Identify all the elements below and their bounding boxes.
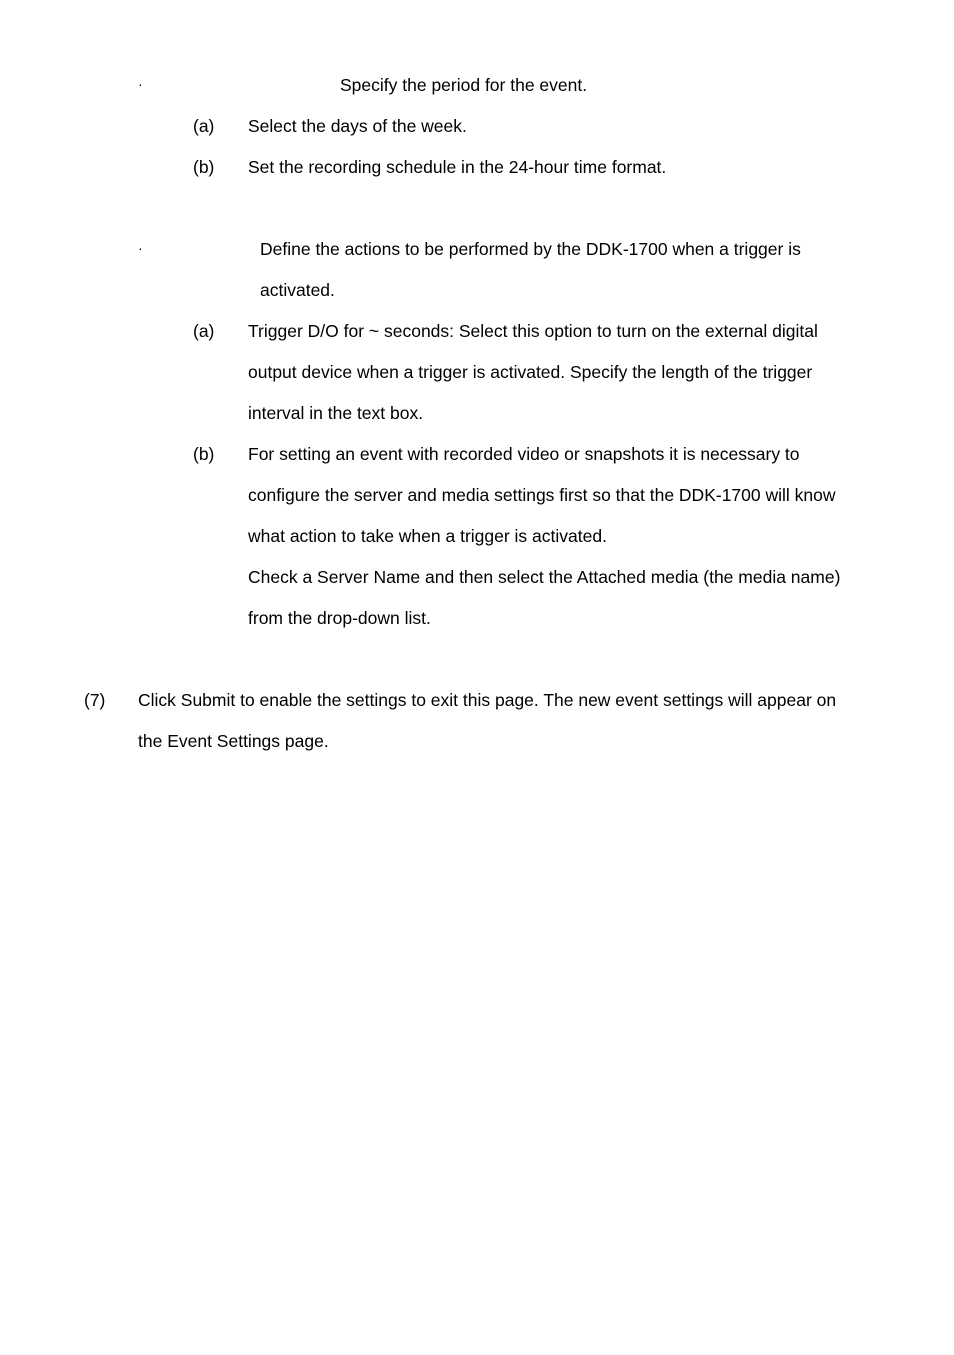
action-item-b-line-5: from the drop-down list. <box>248 608 431 628</box>
action-item-b-line-4: Check a Server Name and then select the Attached media (the media name) <box>248 567 841 587</box>
period-intro: Specify the period for the event. <box>340 75 588 95</box>
action-item-b-line-2: configure the server and media settings first so that the DDK-1700 will know <box>248 485 836 505</box>
step-7-line-2: the Event Settings page. <box>138 731 329 751</box>
bullet-period: · <box>138 76 143 92</box>
action-item-a-line-3: interval in the text box. <box>248 403 424 423</box>
period-item-a-text: Select the days of the week. <box>248 116 467 136</box>
step-7-marker: (7) <box>84 690 106 710</box>
period-item-b-marker: (b) <box>193 157 215 177</box>
bullet-action: · <box>138 240 143 256</box>
action-item-b-line-1: For setting an event with recorded video or snapshots it is necessary to <box>248 444 800 464</box>
period-item-a-marker: (a) <box>193 116 215 136</box>
action-item-a-line-1: Trigger D/O for ~ seconds: Select this option to turn on the external digital <box>248 321 818 341</box>
action-item-a-line-2: output device when a trigger is activated. Specify the length of the trigger <box>248 362 813 382</box>
step-7-line-1: Click Submit to enable the settings to exit this page. The new event settings will appear on <box>138 690 837 710</box>
action-item-a-marker: (a) <box>193 321 215 341</box>
action-intro-line-1: Define the actions to be performed by the DDK-1700 when a trigger is <box>260 239 801 259</box>
period-item-b-text: Set the recording schedule in the 24-hour time format. <box>248 157 667 177</box>
action-item-b-marker: (b) <box>193 444 215 464</box>
action-item-b-line-3: what action to take when a trigger is activated. <box>248 526 607 546</box>
action-intro-line-2: activated. <box>260 280 335 300</box>
